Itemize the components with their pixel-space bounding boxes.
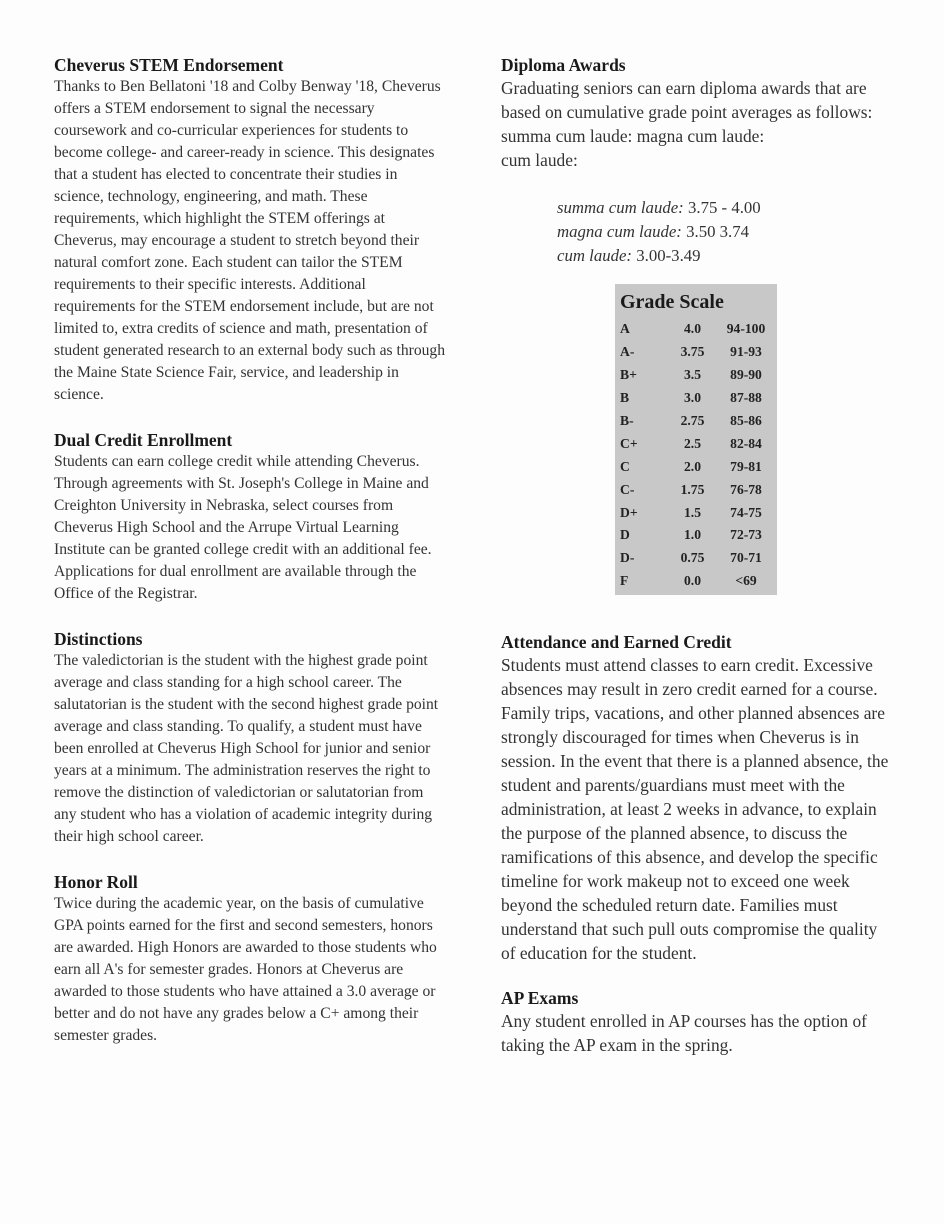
grade-row [615,318,777,341]
distinctions-heading: Distinctions [54,629,143,649]
grade-points: 4.0 [684,321,701,337]
right-column [501,54,893,1057]
grade-letter: D [620,527,630,543]
grade-range: 91-93 [730,344,762,360]
grade-row [615,364,777,387]
diploma-intro [501,76,893,172]
grade-range: 76-78 [730,481,762,497]
grade-points: 1.0 [684,527,701,543]
left-column [54,54,446,1070]
award-range: 3.50 3.74 [681,222,750,241]
grade-letter: C+ [620,435,638,451]
attendance-body: Students must attend classes to earn credit. Excessive absences may result in zero credit earned for a course. Family trips, vacations, and other planned absences are strongly discouraged for times when Cheverus is in session. In the event that there is a planned absence, the student and parents/guardians must meet with the administration, at least 2 weeks in advance, to explain the purpose of the planned absence, to discuss the ramifications of this absence, and develop the specific timeline for work makeup not to exceed one week beyond the scheduled return date. Families must understand that such pull outs compromise the quality of education for the student. [501,654,889,963]
grade-scale-title: Grade Scale [620,291,724,313]
grade-row [615,387,777,410]
distinctions-body: The valedictorian is the student with the highest grade point average and class standing for a high school career. The salutatorian is the student with the second highest grade point average and class standing. To qualify, a student must have been enrolled at Cheverus High School for junior and senior years at a minimum. The administration reserves the right to remove the distinction of valedictorian or salutatorian from any student who has a violation of academic integrity during their high school career. [54,652,439,845]
ap-exams-heading: AP Exams [501,987,579,1008]
grade-row [615,432,777,455]
grade-points: 1.75 [680,481,705,497]
grade-letter: C [620,458,630,474]
grade-row [615,410,777,433]
award-item [557,196,893,220]
grade-range: 85-86 [730,413,762,428]
attendance-heading: Attendance and Earned Credit [501,631,732,652]
grade-range: 89-90 [730,367,762,383]
stem-body: Thanks to Ben Bellatoni '18 and Colby Benway '18, Cheverus offers a STEM endorsement to signal the necessary coursework and co-curricular experiences for students to become college- and career-ready in science. This designates that a student has elected to concentrate their studies in science, technology, engineering, and math. These requirements, which highlight the STEM offerings at Cheverus, may encourage a student to stretch beyond their natural comfort zone. Each student can tailor the STEM requirements to their specific interests. Additional requirements for the STEM endorsement include, but are not limited to, extra credits of science and math, presentation of student generated research to an external body such as through the Maine State Science Fair, service, and leadership in science. [54,78,446,403]
award-label: summa cum laude: [557,198,684,217]
award-list [557,196,893,268]
dual-credit-section [54,429,446,605]
grade-row [615,547,777,570]
grade-row [615,524,777,547]
grade-points: 1.5 [684,504,701,520]
grade-letter: C- [620,481,635,497]
award-range: 3.75 - 4.00 [683,198,761,217]
diploma-heading: Diploma Awards [501,55,626,75]
diploma-intro-line: based on cumulative grade point averages as follows: [501,102,873,122]
grade-row [615,341,777,364]
ap-exams-body: Any student enrolled in AP courses has the option of taking the AP exam in the spring. [501,1010,867,1055]
award-label: magna cum laude: [557,222,682,241]
grade-range: 72-73 [730,527,762,543]
grade-points: 2.5 [684,435,701,451]
grade-scale-grid [615,318,777,593]
honor-roll-body: Twice during the academic year, on the basis of cumulative GPA points earned for the first and second semesters, honors are awarded. High Honors are awarded to those students who earn all A's for semester grades. Honors at Cheverus are awarded to those students who have attained a 3.0 average or better and do not have any grades below a C+ among their semester grades. [54,895,437,1044]
grade-points: 3.5 [684,367,701,383]
ap-exams-section [501,987,893,1057]
grade-range: 87-88 [730,390,762,406]
grade-letter: A- [620,344,635,360]
diploma-intro-line: Graduating seniors can earn diploma awards that are [501,78,867,98]
honor-roll-heading: Honor Roll [54,872,138,892]
grade-row [615,455,777,478]
grade-range: 70-71 [730,550,762,566]
grade-letter: A [620,321,630,337]
grade-letter: D- [620,550,635,566]
grade-letter: B+ [620,367,637,383]
award-item [557,220,893,244]
grade-points: 0.75 [680,550,705,566]
stem-section [54,54,446,406]
dual-credit-body: Students can earn college credit while attending Cheverus. Through agreements with St. Joseph's College in Maine and Creighton University in Nebraska, select courses from Cheverus High School and the Arrupe Virtual Learning Institute can be granted college credit with an additional fee. Applications for dual enrollment are available through the Office of the Registrar. [54,453,432,602]
grade-range: <69 [735,573,757,589]
grade-row [615,478,777,501]
grade-points: 2.0 [684,458,701,474]
award-item [557,244,893,268]
grade-letter: B [620,390,630,406]
grade-range: 82-84 [730,435,762,451]
distinctions-section [54,628,446,848]
grade-letter: B- [620,413,634,428]
grade-points: 3.0 [684,390,701,406]
diploma-intro-line: summa cum laude: magna cum laude: [501,126,765,146]
attendance-section [501,631,893,965]
grade-points: 2.75 [680,413,705,428]
dual-credit-heading: Dual Credit Enrollment [54,430,233,450]
grade-row [615,570,777,593]
grade-points: 3.75 [680,344,705,360]
grade-letter: F [620,573,629,589]
award-label: cum laude: [557,246,633,265]
grade-range: 74-75 [730,504,762,520]
grade-range: 79-81 [730,458,762,474]
award-range: 3.00-3.49 [632,246,701,265]
diploma-intro-line: cum laude: [501,150,578,170]
stem-heading: Cheverus STEM Endorsement [54,55,284,75]
honor-roll-section [54,871,446,1047]
grade-row [615,501,777,524]
grade-range: 94-100 [726,321,766,337]
grade-points: 0.0 [684,573,701,589]
diploma-section [501,54,893,268]
grade-scale-table [615,284,777,595]
grade-letter: D+ [620,504,638,520]
